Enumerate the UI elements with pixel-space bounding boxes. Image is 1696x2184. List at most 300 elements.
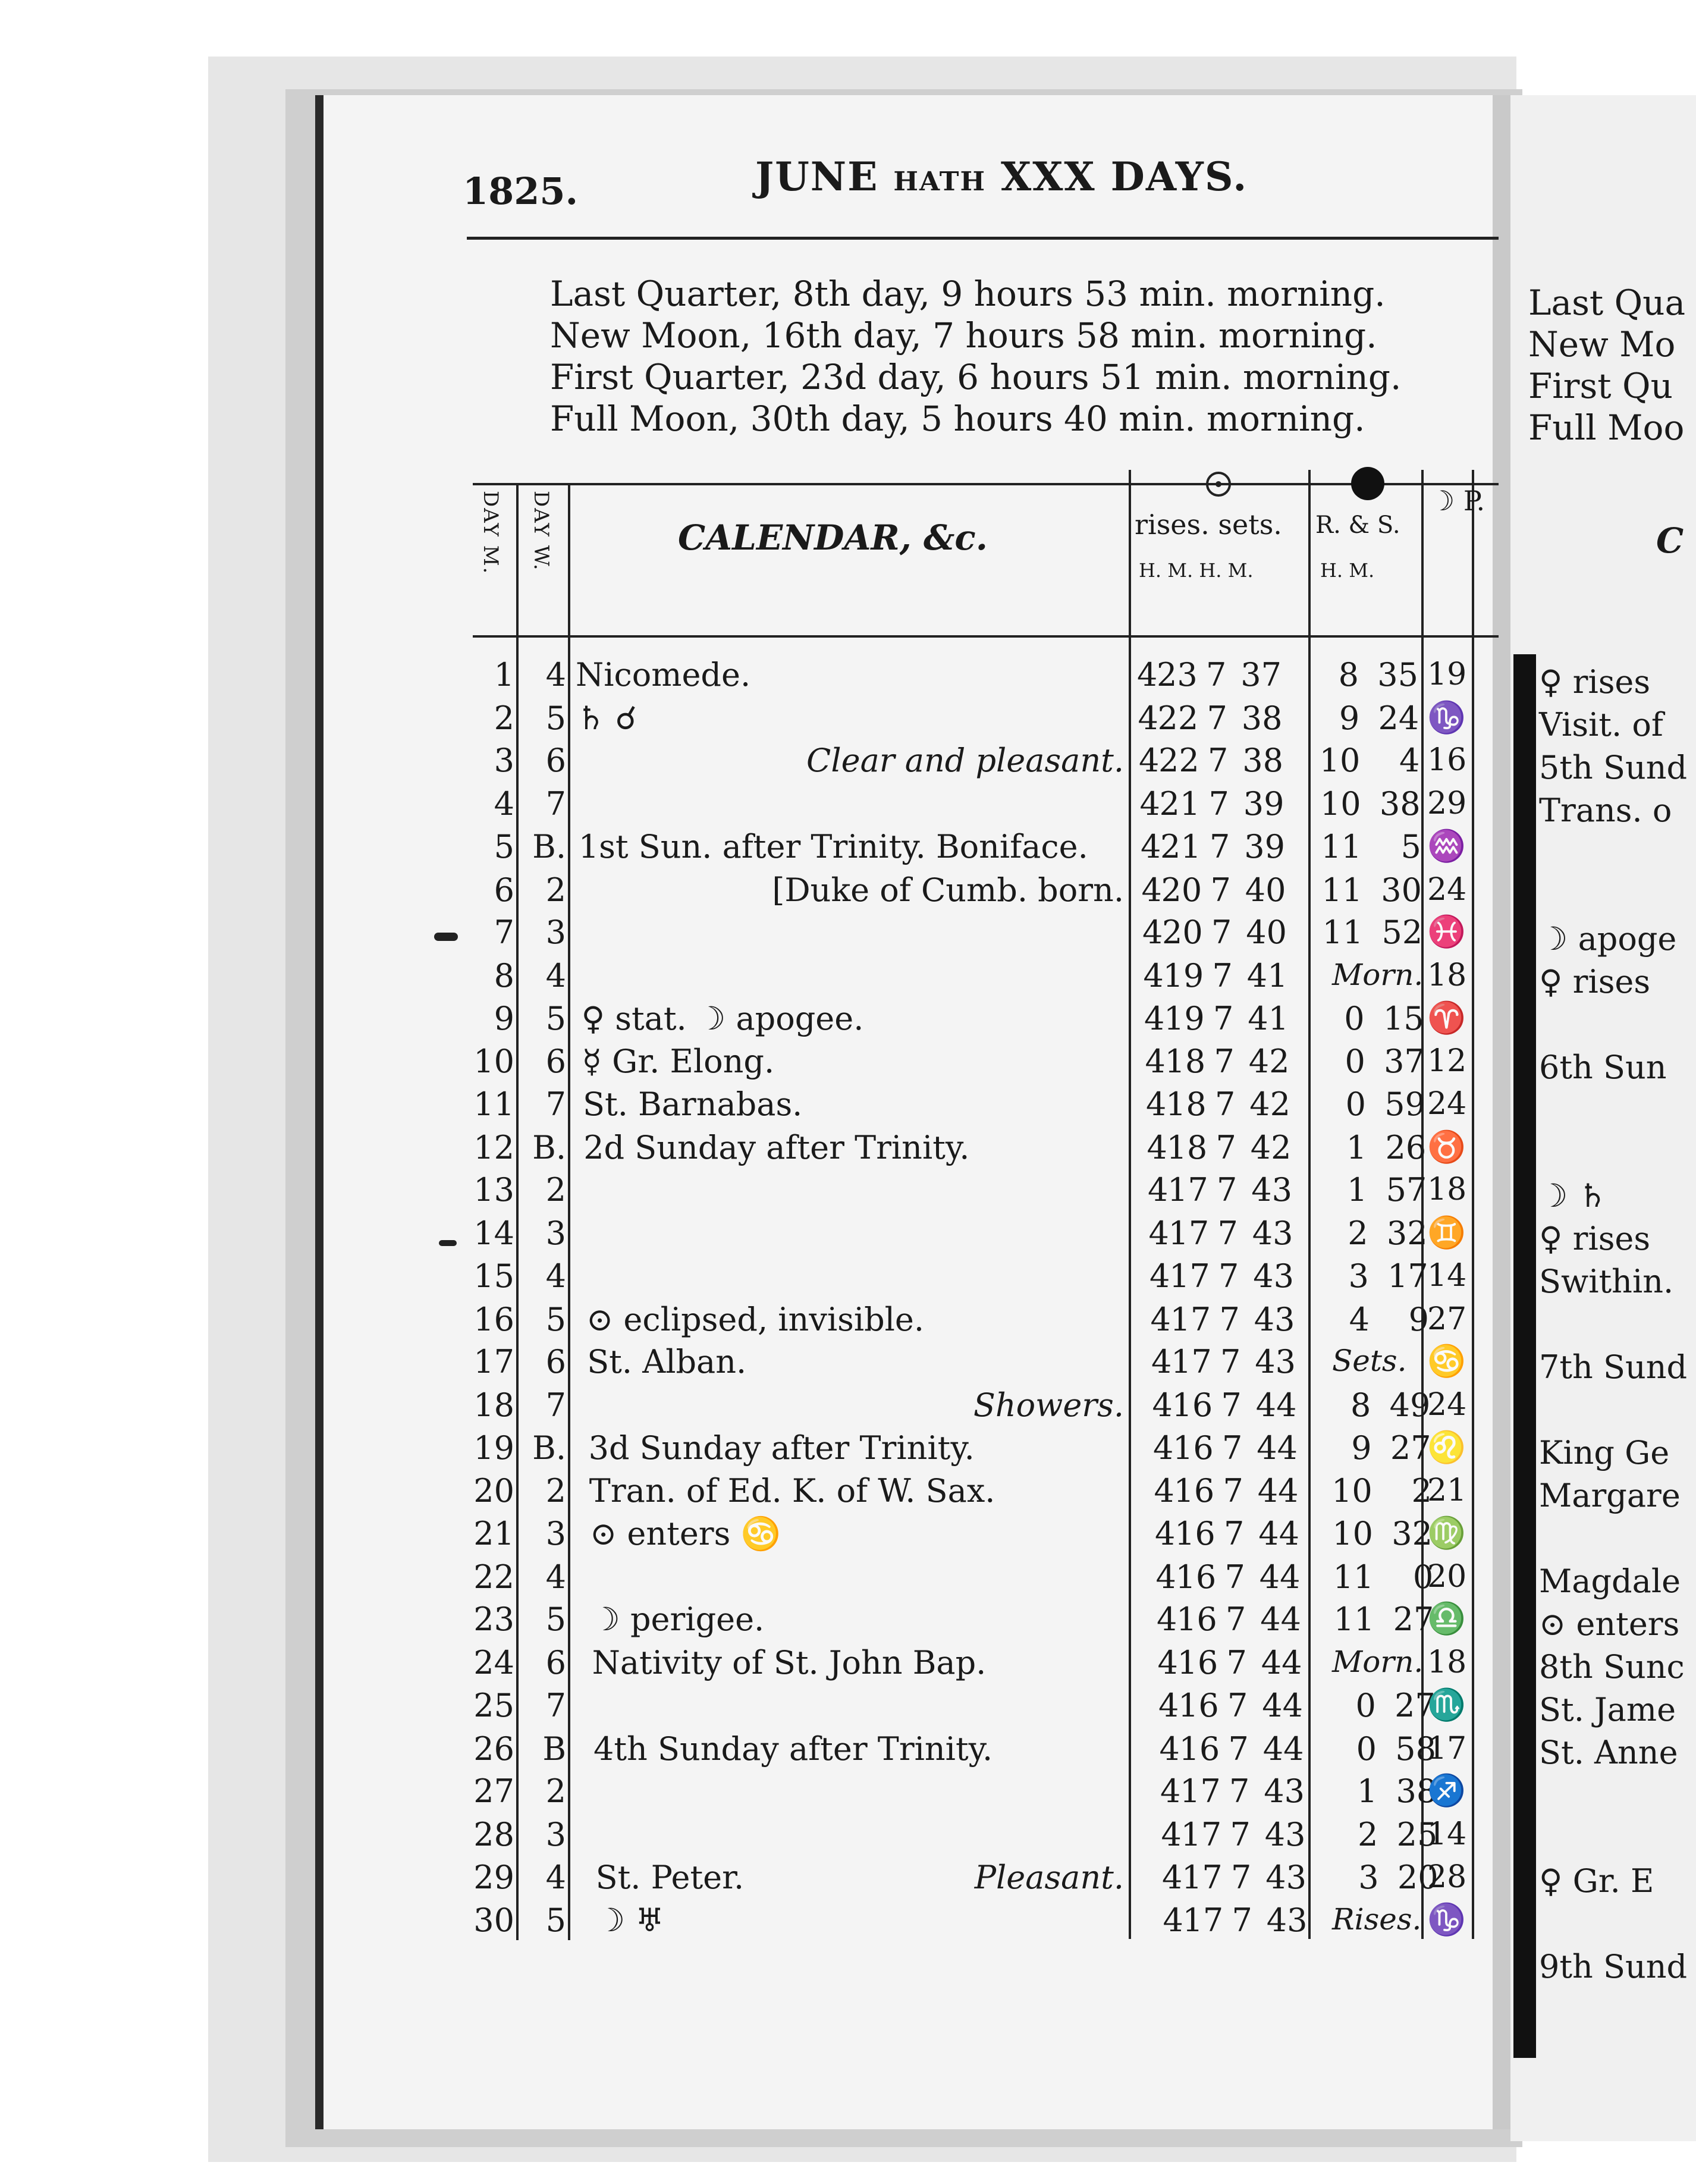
calendar-event: Nicomede.: [576, 656, 751, 694]
col-header-sun: rises. sets.: [1135, 509, 1282, 541]
day-of-week: 6: [545, 742, 566, 779]
moon-rise-set: Rises.: [1332, 1901, 1422, 1937]
day-of-week: 5: [545, 699, 566, 737]
moon-place: 19: [1427, 657, 1467, 692]
day-of-week: 2: [545, 1471, 566, 1510]
sun-rise-minute: 17: [1169, 1257, 1210, 1295]
moon-place: 24: [1427, 1386, 1467, 1423]
facing-page-calendar-head: C: [1656, 520, 1684, 561]
facing-page-event: 9th Sund: [1539, 1948, 1688, 1985]
moon-place: 28: [1427, 1859, 1467, 1895]
moon-hour: 11: [1322, 914, 1364, 951]
day-of-month: 21: [473, 1515, 514, 1552]
sun-rise-minute: 16: [1176, 1601, 1217, 1638]
moon-icon: [1351, 467, 1384, 500]
day-of-month: 17: [473, 1343, 514, 1380]
day-of-month: 12: [473, 1128, 514, 1166]
sun-rise-minute: 22: [1157, 699, 1199, 737]
sun-rise-minute: 18: [1166, 1085, 1207, 1123]
sun-set-minute: 44: [1257, 1471, 1299, 1510]
calendar-event: Tran. of Ed. K. of W. Sax.: [589, 1471, 995, 1510]
calendar-event: Nativity of St. John Bap.: [592, 1643, 987, 1681]
col-divider-day-w: [568, 483, 570, 1940]
sun-rise-minute: 17: [1168, 1214, 1210, 1252]
day-of-month: 16: [473, 1300, 514, 1338]
moon-hour: 1: [1346, 1128, 1367, 1166]
sun-rise-hour: 4: [1143, 956, 1164, 994]
moon-hour: 0: [1345, 1042, 1365, 1080]
facing-page: [1510, 95, 1696, 2141]
sun-rise-minute: 18: [1166, 1128, 1208, 1166]
day-of-month: 29: [473, 1859, 514, 1896]
sun-rise-hour: 4: [1141, 828, 1161, 865]
sun-rise-hour: 4: [1141, 871, 1162, 909]
calendar-event: St. Alban.: [587, 1343, 747, 1380]
sun-rise-hour: 4: [1162, 1859, 1183, 1896]
day-of-week: 6: [545, 1643, 566, 1681]
facing-page-event: 6th Sun: [1539, 1049, 1667, 1086]
sun-rise-minute: 21: [1160, 828, 1201, 865]
moon-hour: 8: [1350, 1386, 1371, 1424]
sun-set-minute: 42: [1248, 1042, 1290, 1080]
margin-pointer-mark: [439, 1240, 457, 1246]
sun-rise-hour: 4: [1150, 1300, 1171, 1338]
moon-place: 14: [1427, 1816, 1467, 1852]
sun-set-minute: 44: [1261, 1643, 1302, 1681]
calendar-note: Showers.: [973, 1386, 1124, 1424]
sun-set-hour: 7: [1221, 1386, 1242, 1424]
moon-minute: 24: [1378, 699, 1419, 737]
moon-minute: 15: [1383, 1000, 1424, 1037]
moon-minute: 25: [1396, 1815, 1438, 1853]
day-of-week: 7: [545, 785, 566, 823]
sun-set-minute: 43: [1255, 1343, 1296, 1380]
day-of-week: 5: [545, 1000, 566, 1037]
moon-hour: 4: [1349, 1300, 1370, 1338]
day-of-week: 4: [545, 1859, 566, 1896]
sun-set-minute: 41: [1248, 1000, 1289, 1037]
sun-set-minute: 44: [1260, 1601, 1301, 1638]
moon-minute: 5: [1400, 828, 1421, 865]
sun-set-hour: 7: [1222, 1429, 1243, 1467]
day-of-month: 1: [494, 656, 514, 694]
day-of-month: 9: [494, 1000, 514, 1037]
calendar-event: 3d Sunday after Trinity.: [588, 1429, 975, 1467]
sun-rise-minute: 17: [1180, 1772, 1221, 1810]
sun-rise-hour: 4: [1149, 1257, 1170, 1295]
sun-rise-hour: 4: [1145, 1042, 1166, 1080]
sun-rise-minute: 20: [1162, 914, 1203, 951]
day-of-week: 4: [545, 1558, 566, 1596]
header-rule: [467, 237, 1499, 240]
moon-hour: 11: [1321, 871, 1362, 909]
moon-hour: 0: [1355, 1687, 1376, 1724]
sun-rise-minute: 16: [1173, 1429, 1214, 1467]
sun-rise-minute: 19: [1164, 1000, 1205, 1037]
sun-set-minute: 41: [1246, 956, 1288, 994]
moon-hour: 8: [1338, 656, 1359, 694]
sun-set-hour: 7: [1218, 1257, 1239, 1295]
sun-set-hour: 7: [1224, 1515, 1245, 1552]
sun-rise-hour: 4: [1160, 1772, 1181, 1810]
day-of-week: 6: [545, 1343, 566, 1380]
sun-set-minute: 40: [1245, 871, 1286, 909]
day-of-week: 4: [545, 656, 566, 694]
sun-set-minute: 42: [1250, 1128, 1292, 1166]
sun-set-minute: 37: [1240, 656, 1282, 694]
moon-minute: 27: [1395, 1687, 1436, 1724]
sun-rise-hour: 4: [1153, 1429, 1174, 1467]
col-header-moon-place: ☽ P.: [1430, 485, 1485, 517]
col-divider-moon-p: [1472, 470, 1474, 1939]
facing-page-event: Swithin.: [1539, 1263, 1674, 1300]
sun-rise-minute: 16: [1177, 1643, 1218, 1681]
sun-set-minute: 43: [1264, 1772, 1305, 1810]
day-of-week: 7: [545, 1085, 566, 1123]
moon-place: 29: [1427, 785, 1467, 821]
moon-hour: 1: [1356, 1772, 1378, 1810]
sun-rise-minute: 17: [1182, 1901, 1224, 1939]
sun-set-hour: 7: [1228, 1730, 1249, 1768]
facing-page-event: ♀ rises: [1539, 1220, 1651, 1257]
moon-minute: 38: [1379, 785, 1421, 823]
sun-rise-minute: 16: [1172, 1386, 1213, 1424]
moon-hour: 1: [1347, 1171, 1368, 1209]
moon-place: ♌: [1427, 1430, 1466, 1466]
moon-place: 24: [1427, 871, 1467, 908]
day-of-month: 28: [473, 1815, 514, 1853]
sun-set-minute: 44: [1259, 1558, 1301, 1596]
moon-place: ♋: [1427, 1344, 1466, 1379]
moon-place: ♈: [1427, 1000, 1466, 1036]
moon-hour: 10: [1331, 1471, 1372, 1510]
sun-set-minute: 39: [1243, 785, 1284, 823]
moon-minute: 27: [1390, 1429, 1431, 1467]
sun-set-minute: 38: [1242, 742, 1283, 779]
sun-set-hour: 7: [1210, 828, 1230, 865]
moon-minute: 49: [1389, 1386, 1431, 1424]
calendar-event: 1st Sun. after Trinity. Boniface.: [578, 828, 1088, 865]
calendar-event: ☿ Gr. Elong.: [582, 1042, 775, 1080]
moon-phase-full-moon: Full Moon, 30th day, 5 hours 40 min. morning.: [550, 398, 1365, 439]
moon-hour: 2: [1348, 1214, 1368, 1252]
moon-phase-first-quarter: First Quarter, 23d day, 6 hours 51 min. morning.: [550, 357, 1402, 397]
moon-minute: 38: [1396, 1772, 1437, 1810]
moon-hour: 9: [1339, 699, 1360, 737]
moon-place: 18: [1427, 957, 1467, 993]
moon-minute: 59: [1384, 1085, 1425, 1123]
day-of-month: 3: [494, 742, 514, 779]
sun-set-hour: 7: [1226, 1643, 1247, 1681]
calendar-event: 4th Sunday after Trinity.: [593, 1730, 993, 1768]
moon-place: ♎: [1427, 1601, 1466, 1637]
day-of-week: 5: [545, 1300, 566, 1338]
facing-page-event: St. Jame: [1539, 1691, 1676, 1728]
sun-rise-minute: 23: [1157, 656, 1198, 694]
moon-hour: 0: [1345, 1085, 1366, 1123]
moon-minute: 32: [1392, 1515, 1433, 1552]
day-of-week: 2: [545, 1772, 566, 1810]
facing-page-event: St. Anne: [1539, 1734, 1678, 1771]
sun-rise-hour: 4: [1148, 1214, 1169, 1252]
moon-minute: 2: [1411, 1471, 1432, 1510]
calendar-note: Pleasant.: [974, 1859, 1124, 1896]
sun-rise-hour: 4: [1163, 1901, 1183, 1939]
day-of-week: B.: [532, 1128, 566, 1166]
sun-set-hour: 7: [1217, 1171, 1238, 1209]
moon-hour: 3: [1348, 1257, 1369, 1295]
moon-place: ♏: [1427, 1687, 1466, 1723]
day-of-week: B.: [532, 828, 566, 865]
table-top-rule: [473, 483, 1499, 485]
sun-rise-hour: 4: [1146, 1085, 1167, 1123]
day-of-month: 14: [473, 1214, 514, 1252]
facing-page-event: ⊙ enters: [1539, 1605, 1680, 1643]
moon-place: ♒: [1427, 829, 1466, 864]
sun-set-hour: 7: [1231, 1859, 1252, 1896]
moon-place: ♍: [1427, 1515, 1466, 1551]
sun-set-minute: 43: [1254, 1300, 1295, 1338]
calendar-event: ☽ ♅: [596, 1901, 664, 1939]
sun-rise-minute: 17: [1171, 1343, 1212, 1380]
facing-page-event: King Ge: [1539, 1434, 1670, 1471]
day-of-month: 18: [473, 1386, 514, 1424]
sun-set-minute: 44: [1262, 1687, 1303, 1724]
sun-set-minute: 43: [1265, 1859, 1306, 1896]
moon-place: ♓: [1427, 914, 1466, 950]
day-of-month: 10: [473, 1042, 514, 1080]
calendar-note: [Duke of Cumb. born.: [772, 871, 1124, 909]
moon-minute: 0: [1412, 1558, 1434, 1596]
day-of-month: 19: [473, 1429, 514, 1467]
moon-minute: 4: [1399, 742, 1420, 779]
moon-place: ♐: [1427, 1773, 1466, 1809]
facing-page-event: Visit. of: [1539, 706, 1663, 743]
moon-place: 12: [1427, 1043, 1467, 1079]
sun-rise-hour: 4: [1158, 1687, 1179, 1724]
col-divider-sun: [1308, 470, 1311, 1939]
book-gutter: [1493, 95, 1510, 2129]
day-of-week: 3: [545, 914, 566, 951]
sun-set-minute: 44: [1262, 1730, 1304, 1768]
facing-page-event: Trans. o: [1539, 792, 1672, 829]
day-of-week: 3: [545, 1515, 566, 1552]
day-of-month: 30: [473, 1901, 514, 1939]
moon-hour: 3: [1358, 1859, 1379, 1896]
facing-page-event: Magdale: [1539, 1562, 1681, 1600]
day-of-month: 13: [473, 1171, 514, 1209]
sun-set-hour: 7: [1224, 1558, 1245, 1596]
day-of-week: 7: [545, 1687, 566, 1724]
moon-place: 27: [1427, 1301, 1467, 1337]
title-days: XXX DAYS.: [1001, 153, 1248, 200]
day-of-month: 8: [494, 956, 514, 994]
sun-set-minute: 39: [1244, 828, 1285, 865]
facing-page-day-column: [1513, 654, 1536, 2058]
day-of-week: 3: [545, 1815, 566, 1853]
sun-rise-hour: 4: [1155, 1558, 1176, 1596]
sun-rise-hour: 4: [1157, 1643, 1178, 1681]
sun-set-minute: 43: [1264, 1815, 1306, 1853]
moon-minute: 32: [1386, 1214, 1428, 1252]
moon-place: 18: [1427, 1172, 1467, 1207]
title-hath: HATH: [893, 167, 987, 197]
sun-set-hour: 7: [1223, 1471, 1243, 1510]
sun-rise-hour: 4: [1138, 699, 1158, 737]
moon-place: 16: [1427, 742, 1467, 778]
sun-set-hour: 7: [1229, 1772, 1250, 1810]
sun-set-hour: 7: [1212, 956, 1233, 994]
moon-hour: 11: [1333, 1601, 1375, 1638]
facing-page-phase: Full Moo: [1528, 407, 1685, 448]
facing-page-phase: Last Qua: [1528, 283, 1686, 323]
day-of-month: 2: [494, 699, 514, 737]
col-subheader-moon: H. M.: [1320, 559, 1375, 582]
day-of-month: 5: [494, 828, 514, 865]
day-of-week: 4: [545, 956, 566, 994]
facing-page-event: 8th Sunc: [1539, 1648, 1685, 1686]
moon-place: ♉: [1427, 1129, 1466, 1165]
col-header-day-m: DAY M.: [479, 491, 502, 575]
calendar-event: St. Peter.: [595, 1859, 745, 1896]
day-of-month: 15: [473, 1257, 514, 1295]
moon-minute: 58: [1395, 1730, 1436, 1768]
day-of-week: 2: [545, 1171, 566, 1209]
moon-hour: 10: [1332, 1515, 1373, 1552]
sun-rise-hour: 4: [1148, 1171, 1169, 1209]
calendar-event: ♄ ☌: [576, 699, 637, 737]
moon-phase-new-moon: New Moon, 16th day, 7 hours 58 min. morning.: [550, 315, 1377, 356]
moon-hour: 0: [1356, 1730, 1377, 1768]
sun-set-hour: 7: [1210, 871, 1231, 909]
sun-rise-minute: 17: [1170, 1300, 1211, 1338]
day-of-month: 7: [494, 914, 514, 951]
sun-rise-minute: 17: [1180, 1815, 1222, 1853]
calendar-event: ⊙ enters ♋: [590, 1515, 781, 1552]
sun-rise-minute: 16: [1175, 1558, 1217, 1596]
sun-rise-hour: 4: [1157, 1601, 1177, 1638]
sun-set-hour: 7: [1216, 1128, 1236, 1166]
sun-set-hour: 7: [1232, 1901, 1252, 1939]
sun-rise-minute: 21: [1159, 785, 1201, 823]
moon-minute: 17: [1387, 1257, 1428, 1295]
facing-page-event: ☽ ♄: [1539, 1177, 1607, 1215]
sun-rise-minute: 22: [1158, 742, 1199, 779]
sun-rise-hour: 4: [1159, 1730, 1180, 1768]
moon-hour: 2: [1358, 1815, 1378, 1853]
col-divider-calendar: [1129, 470, 1131, 1939]
moon-minute: 27: [1393, 1601, 1434, 1638]
facing-page-event: ☽ apoge: [1539, 920, 1677, 958]
moon-place: 24: [1427, 1086, 1467, 1122]
moon-rise-set: Morn.: [1332, 1644, 1424, 1679]
sun-set-hour: 7: [1230, 1815, 1251, 1853]
sun-rise-hour: 4: [1139, 785, 1160, 823]
sun-rise-minute: 17: [1182, 1859, 1223, 1896]
sun-set-minute: 42: [1249, 1085, 1290, 1123]
sun-set-hour: 7: [1208, 742, 1229, 779]
day-of-month: 25: [473, 1687, 514, 1724]
sun-set-minute: 38: [1241, 699, 1283, 737]
moon-hour: 10: [1319, 742, 1361, 779]
sun-rise-minute: 16: [1174, 1515, 1216, 1552]
moon-minute: 26: [1385, 1128, 1427, 1166]
calendar-event: ♀ stat. ☽ apogee.: [581, 1000, 864, 1037]
day-of-month: 20: [473, 1471, 514, 1510]
sun-rise-hour: 4: [1137, 656, 1158, 694]
moon-place: 21: [1427, 1472, 1467, 1508]
day-of-week: 7: [545, 1386, 566, 1424]
day-of-month: 27: [473, 1772, 514, 1810]
col-header-day-w: DAY W.: [529, 491, 553, 572]
sun-rise-hour: 4: [1155, 1515, 1176, 1552]
sun-set-hour: 7: [1217, 1214, 1238, 1252]
moon-minute: 30: [1381, 871, 1422, 909]
moon-phase-last-quarter: Last Quarter, 8th day, 9 hours 53 min. morning.: [550, 274, 1386, 314]
calendar-event: 2d Sunday after Trinity.: [583, 1128, 970, 1166]
moon-hour: 11: [1321, 828, 1362, 865]
sun-set-minute: 44: [1255, 1386, 1297, 1424]
moon-place: ♑: [1427, 699, 1466, 736]
sun-rise-hour: 4: [1161, 1815, 1182, 1853]
col-subheader-sun: H. M. H. M.: [1139, 559, 1254, 582]
sun-rise-hour: 4: [1139, 742, 1160, 779]
calendar-note: Clear and pleasant.: [806, 742, 1124, 779]
facing-page-event: ♀ rises: [1539, 963, 1651, 1000]
day-of-week: B.: [532, 1429, 566, 1467]
sun-set-hour: 7: [1219, 1300, 1240, 1338]
facing-page-event: 7th Sund: [1539, 1348, 1688, 1386]
sun-rise-hour: 4: [1144, 1000, 1165, 1037]
moon-hour: 0: [1344, 1000, 1365, 1037]
moon-place: 20: [1427, 1558, 1467, 1595]
calendar-event: ☽ perigee.: [591, 1601, 765, 1638]
sun-set-minute: 44: [1257, 1429, 1298, 1467]
moon-place: 14: [1427, 1258, 1467, 1294]
calendar-event: St. Barnabas.: [583, 1085, 803, 1123]
moon-place: 17: [1427, 1730, 1467, 1766]
sun-rise-hour: 4: [1151, 1343, 1172, 1380]
sun-rise-minute: 16: [1179, 1730, 1220, 1768]
facing-page-phase: New Mo: [1528, 324, 1676, 365]
sun-set-minute: 43: [1252, 1214, 1293, 1252]
moon-hour: 11: [1333, 1558, 1374, 1596]
moon-hour: 10: [1320, 785, 1361, 823]
moon-minute: 57: [1386, 1171, 1427, 1209]
sun-set-hour: 7: [1206, 656, 1227, 694]
sun-rise-hour: 4: [1147, 1128, 1167, 1166]
facing-page-event: ♀ Gr. E: [1539, 1862, 1654, 1900]
moon-minute: 35: [1377, 656, 1418, 694]
day-of-month: 26: [473, 1730, 514, 1768]
sun-set-hour: 7: [1215, 1085, 1236, 1123]
day-of-month: 24: [473, 1643, 514, 1681]
day-of-week: 3: [545, 1214, 566, 1252]
sun-rise-minute: 19: [1163, 956, 1204, 994]
sun-set-hour: 7: [1227, 1687, 1248, 1724]
day-of-month: 23: [473, 1601, 514, 1638]
day-of-week: 5: [545, 1601, 566, 1638]
day-of-month: 6: [494, 871, 514, 909]
sun-set-hour: 7: [1211, 914, 1232, 951]
sun-set-hour: 7: [1220, 1343, 1241, 1380]
col-header-moon: R. & S.: [1315, 512, 1400, 539]
sun-rise-minute: 16: [1178, 1687, 1219, 1724]
sun-rise-hour: 4: [1154, 1471, 1174, 1510]
margin-pointer-mark: [434, 933, 458, 941]
page-year: 1825.: [463, 170, 579, 213]
table-header-rule: [473, 635, 1499, 638]
